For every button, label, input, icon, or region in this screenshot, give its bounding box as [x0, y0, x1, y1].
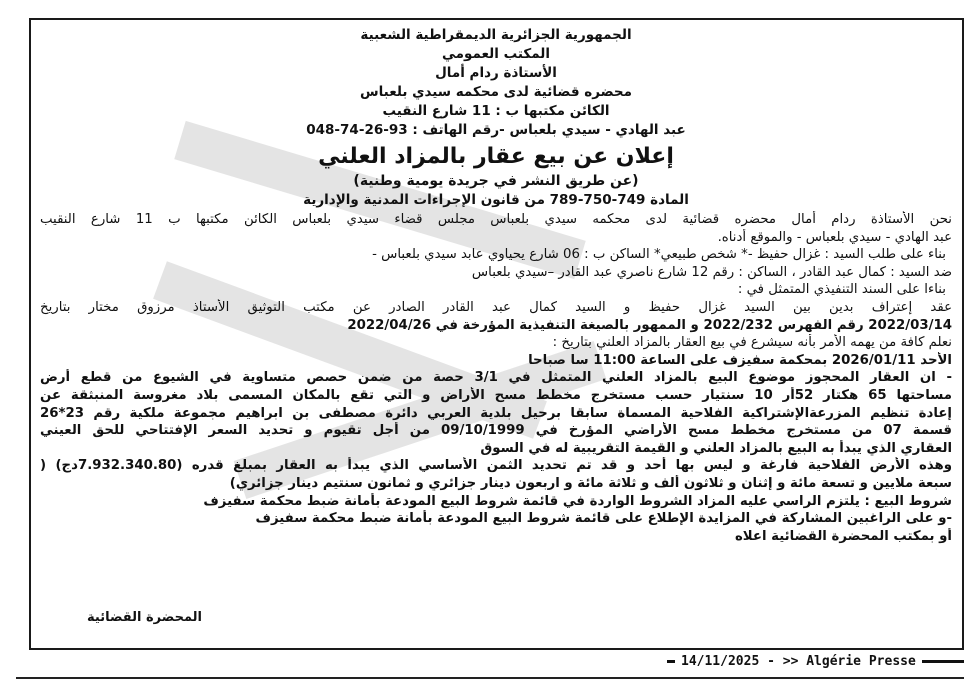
footer-date-source: 14/11/2025 - >> Algérie Presse [681, 653, 916, 669]
body-line: أو بمكتب المحضرة القضائية اعلاه [734, 528, 952, 544]
announcement-body [40, 211, 952, 545]
footer-source [667, 654, 964, 668]
body-line: عقد إعتراف بدين بين السيد غزال حفيظ و السيد كمال عبد القادر الصادر عن مكتب التوثيق الأستاذ مرزوق مختار بتاريخ [40, 299, 952, 315]
footer-bar-right [922, 660, 964, 663]
court-line: محضره قضائية لدى محكمه سيدي بلعباس [359, 84, 633, 100]
footer-bar-left [667, 660, 675, 663]
office-line: المكتب العمومي [442, 46, 550, 62]
body-line: قسمة 07 من مستخرج مخطط مسح الأراضي المؤرخ في 09/10/1999 من أجل تقيوم و تحديد السعر الإفتتاحي للحق العيني [40, 423, 952, 439]
announcement-document [40, 26, 952, 646]
city-phone-line: عبد الهادي - سيدي بلعباس -رقم الهاتف : 93-26-74-048 [306, 122, 686, 138]
body-line: ضد السيد : كمال عبد القادر ، الساكن : رقم 12 شارع ناصري عبد القادر –سيدي بلعباس [471, 264, 952, 280]
address-line [40, 102, 952, 121]
announcement-subtitle: (عن طريق النشر في جريدة يومية وطنية) [353, 173, 639, 189]
body-line: - ان العقار المحجوز موضوع البيع بالمزاد العلني المتمثل في 3/1 حصة من ضمن حصص متساوية في الشيوع من قطع أرض [40, 370, 952, 386]
body-line: شروط البيع : يلتزم الراسي عليه المزاد الشروط الواردة في قائمة شروط البيع المودعة بأمانة ضبط محكمة سفيزف [203, 493, 952, 509]
body-line: سبعة ملايين و تسعة مائة و إثنان و ثلاثون ألف و ثلاثة مائة و اربعون دينار جزائري و ثمانون سنتيم دينار جزائري) [229, 475, 952, 491]
bailiff-name: الأستاذة ردام أمال [435, 65, 557, 81]
body-line: بناء على طلب السيد : غزال حفيظ -* شخص طبيعي* الساكن ب : 06 شارع يحياوي عابد سيدي بلعباس - [372, 247, 946, 263]
body-line: نعلم كافة من يهمه الأمر بأنه سيشرع في بيع العقار بالمزاد العلني بتاريخ : [552, 335, 952, 351]
signoff: المحضرة القضائية [87, 610, 202, 625]
body-line: بناءا على السند التنفيذي المتمثل في : [737, 282, 946, 298]
republic-line: الجمهورية الجزائرية الديمقراطية الشعبية [360, 27, 632, 43]
body-line: وهذه الأرض الفلاحية فارغة و ليس بها أحد و قد تم تحديد الثمن الأساسي الذي يبدأ به العقار بمبلغ قدره (7.932.340.80دج) ( [40, 458, 952, 474]
body-line: -و على الراغبين المشاركة في المزايدة الإطلاع على قائمة شروط البيع المودعة بأمانة ضبط محكمة سفيزف [255, 511, 952, 527]
body-line: العقاري الذي يبدأ به البيع بالمزاد العلني و القيمة التقريبية له في السوق [480, 440, 952, 456]
body-line: نحن الأستاذة ردام أمال محضره قضائية لدى محكمه سيدي بلعباس مجلس قضاء سيدي بلعباس الكائن مكتبها ب 11 شارع النقيب [40, 212, 952, 227]
body-line: الأحد 2026/01/11 بمحكمة سفيزف على الساعة 11:00 سا صباحا [528, 352, 952, 368]
body-line: عبد الهادي - سيدي بلعباس - والموقع أدناه. [717, 229, 952, 245]
announcement-title: إعلان عن بيع عقار بالمزاد العلني [318, 144, 674, 169]
header-block [40, 26, 952, 210]
body-line: 2022/03/14 رقم الفهرس 2022/232 و الممهور بالصيغة التنفيذية المؤرخة في 2022/04/26 [347, 317, 952, 333]
article-reference: المادة 749-750-789 من قانون الإجراءات المدنية والإدارية [303, 192, 689, 208]
body-line: مساحتها 65 هكتار 52أر 10 سنتيار حسب مستخرج مخطط مسح الأراض و التي تقع بالمكان المسمى بلاد مغروسة المنبثقة عن [40, 387, 952, 403]
bottom-rule [16, 677, 964, 679]
body-line: إعادة تنظيم المزرعةالإشتراكية الفلاحية المسماة سابقا برحيل بلدية العربي دائرة مصطفى بن ابراهيم مجموعة ملكية رقم 23*26 [40, 405, 952, 421]
address-value: 11 شارع النقيب [382, 103, 491, 119]
address-label: الكائن مكتبها ب : [495, 103, 610, 119]
